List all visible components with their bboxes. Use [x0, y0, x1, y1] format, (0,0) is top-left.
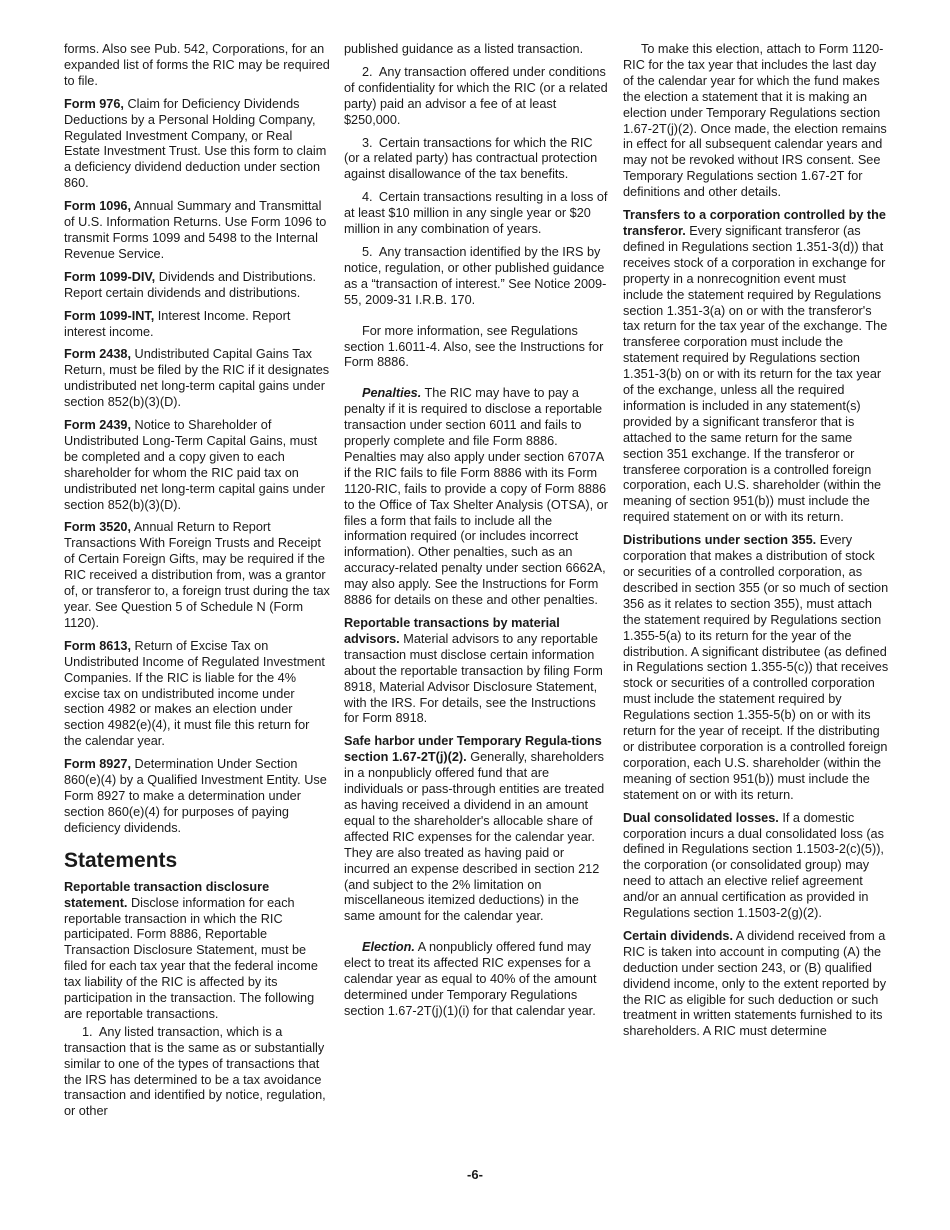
page-number: -6-: [467, 1167, 483, 1182]
entry-text: Return of Excise Tax on Undistributed Income of Regulated Investment Companies. If the RIC is liable for the 4% excise tax on undistributed income under section 4982 or makes an election under section 4982(e)(4), it must file this return for the calendar year.: [64, 638, 325, 749]
form-2438-entry: [64, 347, 330, 411]
distributions-paragraph: [623, 533, 889, 803]
form-1099-div-entry: [64, 270, 330, 302]
entry-title: Reportable transaction disclosure statement.: [64, 879, 270, 910]
entry-text: Annual Return to Report Transactions With Foreign Trusts and Receipt of Certain Foreign Gifts, may be required if the RIC received a distribution from, was a grantor of, or transferor to, a foreign trust during the tax year. See Question 5 of Schedule N (Form 1120).: [64, 520, 330, 630]
safe-harbor-paragraph: [344, 734, 610, 925]
entry-text: Every corporation that makes a distribution of stock or securities of a controlled corporation, as described in section 355 (or so much of section 356 as it relates to section 355), must attach the statement required by Regulations section 1.355-5(a) to its return for the year of the distribution. A significant distributee (as defined in Regulations section 1.355-5(c)) that receives stock or securities of a controlled corporation must include the statement required by Regulations section 1.355-5(b) on or with its return for the year of receipt. If the distributing or distributee corporation is a controlled foreign corporation, each U.S. shareholder (within the meaning of section 951(b)) must include the statement on or with its return.: [623, 533, 889, 802]
column-2: [344, 42, 610, 1027]
form-1096-entry: [64, 199, 330, 263]
entry-title: Safe harbor under Temporary Regula-tions section 1.67-2T(j)(2).: [344, 734, 602, 765]
entry-title: Form 1096,: [64, 199, 131, 214]
material-advisors-paragraph: [344, 616, 610, 727]
entry-text: Generally, shareholders in a nonpublicly offered fund that are individuals or pass-through entities are treated as having received a dividend in an amount equal to the shareholder's allocable share of affected RIC expenses for the calendar year. They are also treated as having paid or incurred an expense described in section 212 (and subject to the 2% limitation on miscellaneous itemized deductions) in the same amount for the calendar year.: [344, 750, 605, 924]
election-paragraph: [344, 940, 610, 1020]
entry-title: Form 8613,: [64, 638, 131, 653]
transfers-paragraph: [623, 208, 889, 526]
entry-text: Disclose information for each reportable transaction in which the RIC participated. Form 8886, Reportable Transaction Disclosure Statement, must be filed for each tax year that the federal income tax liability of the RIC is affected by its participation in the transaction. The following are reportable transactions.: [64, 895, 318, 1021]
entry-title: Penalties.: [362, 386, 422, 401]
form-1099-int-entry: [64, 309, 330, 341]
entry-title: Form 8927,: [64, 757, 131, 772]
list-item-4: 4. Certain transactions resulting in a loss of at least $10 million in any single year or $20 million in any combination of years.: [344, 190, 608, 237]
entry-title: Reportable transactions by material advisors.: [344, 616, 560, 646]
form-8927-entry: [64, 757, 330, 837]
entry-title: Distributions under section 355.: [623, 533, 817, 548]
entry-title: Election.: [362, 940, 415, 955]
more-info-paragraph: For more information, see Regulations section 1.6011-4. Also, see the Instructions for Form 8886.: [344, 323, 604, 370]
entry-title: Form 2439,: [64, 418, 131, 433]
entry-text: Every significant transferor (as defined in Regulations section 1.351-3(d)) that receives stock of a corporation in exchange for property in a nonrecognition event must include the statement required by Regulations section 1.351-3(a) on or with the transferor's tax return for the tax year of the exchange. The transferee corporation must include the statement required by Regulations section 1.351-3(b) on or with its return for the tax year of the exchange, unless all the required information is included in any statement(s) provided by a significant transferor that is attached to the same return for the same section 351 exchange. If the transferor or transferee corporation is a controlled foreign corporation, each U.S. shareholder (within the meaning of section 951(b)) must include the required statement on or with its return.: [623, 223, 888, 525]
list-item-3: 3. Certain transactions for which the RIC (or a related party) has contractual protection against disallowance of the tax benefits.: [344, 135, 598, 182]
entry-text: The RIC may have to pay a penalty if it is required to disclose a reportable transaction under section 6011 and fails to properly complete and file Form 8886. Penalties may also apply under section 6707A if the RIC fails to file Form 8886 with its Form 1120-RIC, fails to provide a copy of Form 8886 to the Office of Tax Shelter Analysis (OTSA), or files a form that fails to include all the information required (or includes incorrect information). Other penalties, such as an accuracy-related penalty under section 6662A, may also apply. See the Instructions for Form 8886 for details on these and other penalties.: [344, 386, 608, 608]
entry-title: Form 976,: [64, 96, 124, 111]
election-instructions-paragraph: To make this election, attach to Form 1120-RIC for the tax year that includes the last day of the calendar year for which the fund makes the election a statement that it is making an election under Temporary Regulations section 1.67-2T(j)(2). Once made, the election remains in effect for all subsequent calendar years and may not be revoked without IRS consent. See Temporary Regulations section 1.67-2T for definitions and other details.: [623, 42, 887, 200]
entry-text: If a domestic corporation incurs a dual consolidated loss (as defined in Regulations section 1.1503-2(c)(5)), the corporation (or consolidated group) may need to attach an elective relief agreement and/or an annual certification as provided in Regulations section 1.1503-2(g)(2).: [623, 810, 884, 921]
column-3: [623, 42, 889, 1047]
entry-title: Form 3520,: [64, 520, 131, 535]
form-2439-entry: [64, 418, 330, 513]
entry-title: Certain dividends.: [623, 928, 733, 943]
entry-title: Transfers to a corporation controlled by the transferor.: [623, 208, 886, 238]
certain-dividends-paragraph: [623, 929, 889, 1040]
entry-text: Undistributed Capital Gains Tax Return, must be filed by the RIC if it designates undistributed net long-term capital gains under section 852(b)(3)(D).: [64, 347, 330, 410]
column-1: [64, 42, 330, 1127]
entry-title: Form 1099-INT,: [64, 308, 155, 323]
entry-text: Interest Income. Report interest income.: [64, 308, 291, 339]
list-item-5: 5. Any transaction identified by the IRS by notice, regulation, or other published guidance as a “transaction of interest.” See Notice 2009-55, 2009-31 I.R.B. 170.: [344, 244, 607, 307]
form-8613-entry: [64, 639, 330, 750]
dual-losses-paragraph: [623, 811, 889, 922]
entry-text: Notice to Shareholder of Undistributed Long-Term Capital Gains, must be completed and a copy given to each shareholder for whom the RIC paid tax on undistributed net long-term capital gains under section 852(b)(3)(D).: [64, 418, 325, 512]
entry-title: Dual consolidated losses.: [623, 810, 779, 825]
entry-title: Form 1099-DIV,: [64, 269, 156, 284]
entry-text: Claim for Deficiency Dividends Deductions by a Personal Holding Company, Regulated Investment Company, or Real Estate Investment Trust. Use this form to claim a deficiency dividend deduction under section 860.: [64, 96, 327, 191]
penalties-paragraph: [344, 386, 610, 609]
entry-text: Determination Under Section 860(e)(4) by a Qualified Investment Entity. Use Form 8927 to make a determination under section 860(e)(4) for purposes of paying deficiency dividends.: [64, 757, 327, 835]
entry-text: Dividends and Distributions. Report certain dividends and distributions.: [64, 269, 316, 300]
list-item-2: 2. Any transaction offered under conditions of confidentiality for which the RIC (or a related party) paid an advisor a fee of at least $250,000.: [344, 64, 608, 127]
entry-title: Form 2438,: [64, 347, 131, 362]
entry-text: A nonpublicly offered fund may elect to treat its affected RIC expenses for a calendar year as equal to 40% of the amount determined under Temporary Regulations section 1.67-2T(j)(1)(i) for that calendar year.: [344, 940, 597, 1018]
entry-text: A dividend received from a RIC is taken into account in computing (A) the deduction under section 243, or (B) qualified dividend income, only to the extent reported by the RIC as eligible for such deduction or such treatment in written statements furnished to its shareholders. A RIC must determine: [623, 928, 887, 1039]
paragraph: forms. Also see Pub. 542, Corporations, for an expanded list of forms the RIC may be required to file.: [64, 42, 330, 88]
form-976-entry: [64, 97, 330, 192]
entry-text: Material advisors to any reportable transaction must disclose certain information about the reportable transaction by filing Form 8918, Material Advisor Disclosure Statement, with the IRS. For details, see the Instructions for Form 8918.: [344, 631, 603, 726]
paragraph: published guidance as a listed transaction.: [344, 42, 584, 56]
form-3520-entry: [64, 520, 330, 631]
list-item-1: 1. Any listed transaction, which is a transaction that is the same as or substantially similar to one of the types of transactions that the IRS has determined to be a tax avoidance transaction and identified by notice, regulation, or other: [64, 1024, 326, 1119]
reportable-transaction-disclosure: [64, 880, 330, 1023]
entry-text: Annual Summary and Transmittal of U.S. Information Returns. Use Form 1096 to transmit Forms 1099 and 5498 to the Internal Revenue Service.: [64, 199, 327, 261]
statements-heading: Statements: [64, 848, 178, 872]
